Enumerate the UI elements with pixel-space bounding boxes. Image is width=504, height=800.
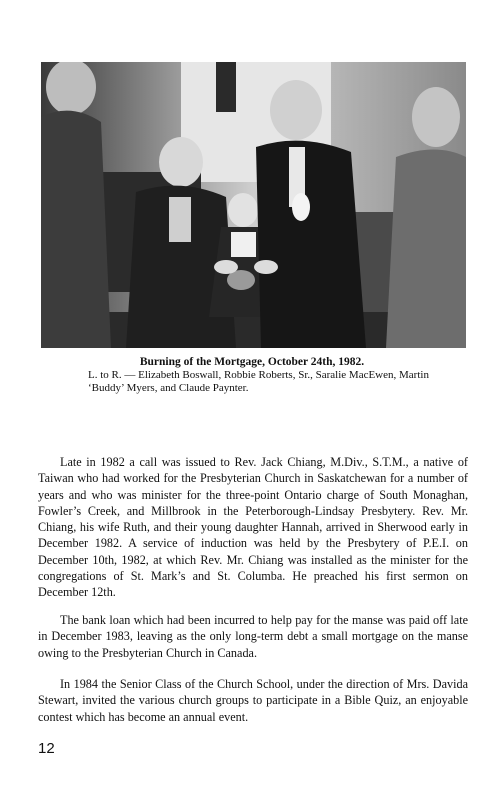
photo-illustration bbox=[41, 62, 466, 348]
caption-text: L. to R. — Elizabeth Boswall, Robbie Roberts, Sr., Saralie MacEwen, Martin ‘Buddy’ Myers, and Claude Paynter. bbox=[88, 369, 429, 394]
body-paragraph-1: Late in 1982 a call was issued to Rev. Jack Chiang, M.Div., S.T.M., a native of Taiwan who had worked for the Presbyterian Church in Saskatchewan for a number of years and who was minister for the three-point Ontario charge of South Monaghan, Fowler’s Creek, and Millbrook in the Peterborough-Lindsay Presbytery. Rev. Mr. Chiang, his wife Ruth, and their young daughter Hannah, arrived in Sherwood early in December 1982. A service of induction was held by the Presbytery of P.E.I. on December 10th, 1982, at which Rev. Mr. Chiang was installed as the minister for the congregations of St. Mark’s and St. Columba. He preached his first sermon on December 12th. bbox=[38, 455, 468, 600]
page-number: 12 bbox=[38, 740, 55, 757]
body-paragraph-3: In 1984 the Senior Class of the Church School, under the direction of Mrs. Davida Stewart, invited the various church groups to participate in a Bible Quiz, an enjoyable contest which has become an annual event. bbox=[38, 677, 468, 724]
caption-title: Burning of the Mortgage, October 24th, 1982. bbox=[139, 356, 365, 368]
group-photo bbox=[41, 62, 466, 348]
body-paragraph-2: The bank loan which had been incurred to help pay for the manse was paid off late in December 1983, leaving as the only long-term debt a small mortgage on the manse owing to the Presbyterian Church in Canada. bbox=[38, 613, 468, 660]
